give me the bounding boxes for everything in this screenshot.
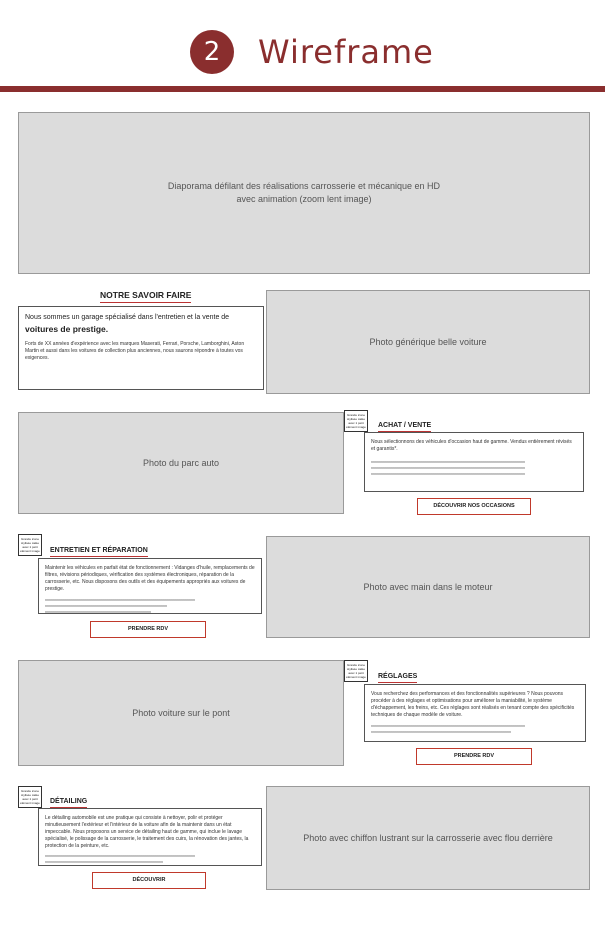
photo-chiffon-placeholder[interactable] <box>266 786 590 890</box>
detailing-placeholder-line: xxxxxxxxxxxxxxxxxxxxxxxxxxxxxxxxxxxxxxxxxxxxxxxxxxxxxxxxxxx <box>45 859 163 864</box>
photo-chiffon-caption: Photo avec chiffon lustrant sur la carrosserie avec flou derrière <box>303 832 553 843</box>
entretien-placeholder-line: xxxxxxxxxxxxxxxxxxxxxxxxxxxxxxxxxxxxxxxxxxxxxxxxxxxxx <box>45 609 151 614</box>
detailing-body: Le détailing automobile est une pratique qui consiste à nettoyer, polir et protéger minutieusement l'extérieur et l'intérieur de la voiture afin de la maintenir dans un état impeccable. Nous proposons un service de détailing haut de gamme, qui inclue le lavage spécialisé, le polissage de la carrosserie, le traitement des cuirs, la rénovation des jantes, la protection de la peinture, etc. <box>45 815 249 849</box>
detailing-icon-placeholder <box>18 786 42 808</box>
savoir-faire-intro-bold: voitures de prestige. <box>25 324 109 334</box>
savoir-faire-intro: Nous sommes un garage spécialisé dans l'entretien et la vente de <box>25 314 230 321</box>
entretien-placeholder-line: xxxxxxxxxxxxxxxxxxxxxxxxxxxxxxxxxxxxxxxxxxxxxxxxxxxxxxxxxxxxx <box>45 603 167 608</box>
achat-placeholder-line: xxxxxxxxxxxxxxxxxxxxxxxxxxxxxxxxxxxxxxxxxxxxxxxxxxxxxxxxxxxxxxxxxxxxxxxxxxxxx <box>371 465 525 470</box>
achat-placeholder-line: xxxxxxxxxxxxxxxxxxxxxxxxxxxxxxxxxxxxxxxxxxxxxxxxxxxxxxxxxxxxxxxxxxxxxxxxxxxxx <box>371 471 525 476</box>
entretien-card <box>38 558 262 614</box>
photo-generic-car-caption: Photo générique belle voiture <box>369 336 487 347</box>
detailing-icon-note: Grande icone stylisée calée avec 1 petit élément image <box>20 789 40 805</box>
reglages-title: RÉGLAGES <box>378 673 417 683</box>
hero-caption: Diaporama défilant des réalisations carrosserie et mécanique en HD avec animation (zoom lent image) <box>167 181 441 204</box>
photo-pont-placeholder[interactable] <box>18 660 344 766</box>
photo-parc-auto-caption: Photo du parc auto <box>142 457 220 468</box>
prendre-rdv-button-reglages[interactable]: PRENDRE RDV <box>416 748 532 765</box>
achat-body: Nous sélectionnons des véhicules d'occasion haut de gamme. Vendus entièrement révisés et garantis*. <box>371 439 572 452</box>
detailing-title: DÉTAILING <box>50 798 87 808</box>
entretien-title: ENTRETIEN ET RÉPARATION <box>50 547 148 557</box>
photo-parc-auto-placeholder[interactable] <box>18 412 344 514</box>
entretien-placeholder-line: xxxxxxxxxxxxxxxxxxxxxxxxxxxxxxxxxxxxxxxxxxxxxxxxxxxxxxxxxxxxxxxxxxxxxxxxxxx <box>45 597 195 602</box>
photo-pont-caption: Photo voiture sur le pont <box>132 707 230 718</box>
step-number-badge: 2 <box>190 30 234 74</box>
decouvrir-occasions-button[interactable]: DÉCOUVRIR NOS OCCASIONS <box>417 498 531 515</box>
entretien-icon-placeholder <box>18 534 42 556</box>
entretien-body: Maintenir les véhicules en parfait état de fonctionnement : Vidanges d'huile, remplacements de filtres, révisions périodiques, vérification des systèmes électroniques, réparation de la carrosserie, etc. Nous disposons des outils et des équipements appropriés aux voitures de prestige. <box>45 565 255 592</box>
reglages-card <box>364 684 586 742</box>
entretien-icon-note: Grande icone stylisée calée avec 1 petit élément image <box>20 537 40 553</box>
detailing-placeholder-line: xxxxxxxxxxxxxxxxxxxxxxxxxxxxxxxxxxxxxxxxxxxxxxxxxxxxxxxxxxxxxxxxxxxxxxxxxxx <box>45 853 195 858</box>
reglages-placeholder-line: xxxxxxxxxxxxxxxxxxxxxxxxxxxxxxxxxxxxxxxxxxxxxxxxxxxxxxxxxxxxxxxxxxxxxx <box>371 729 511 734</box>
reglages-icon-note: Grande icone stylisée calée avec 1 petit élément image <box>346 663 366 679</box>
savoir-faire-title: NOTRE SAVOIR FAIRE <box>100 290 191 303</box>
reglages-body: Vous recherchez des performances et des fonctionnalités supérieures ? Nous pouvons procéder à des réglages et optimisations pour améliorer la maniabilité, le système d'échappement, les freins, etc. Ces réglages sont réalisés en tenant compte des spécificités techniques de chaque modèle de voiture. <box>371 691 575 718</box>
savoir-faire-body: Forts de XX années d'expérience avec les marques Maserati, Ferrari, Porsche, Lamborghini, Aston Martin et aussi dans les voitures de collection plus anciennes, nous saurons répondre à toutes vos exigences. <box>25 341 245 361</box>
prendre-rdv-button-entretien[interactable]: PRENDRE RDV <box>90 621 206 638</box>
reglages-placeholder-line: xxxxxxxxxxxxxxxxxxxxxxxxxxxxxxxxxxxxxxxxxxxxxxxxxxxxxxxxxxxxxxxxxxxxxxxxxxxxx <box>371 723 525 728</box>
wireframe-header <box>0 0 605 90</box>
reglages-icon-placeholder <box>344 660 368 682</box>
achat-icon-placeholder <box>344 410 368 432</box>
hero-slideshow-placeholder[interactable] <box>18 112 590 274</box>
page-title: Wireframe <box>258 33 434 71</box>
detailing-card <box>38 808 262 866</box>
achat-title: ACHAT / VENTE <box>378 422 431 432</box>
savoir-faire-card <box>18 306 264 390</box>
photo-moteur-caption: Photo avec main dans le moteur <box>363 581 493 592</box>
photo-moteur-placeholder[interactable] <box>266 536 590 638</box>
photo-generic-car-placeholder[interactable] <box>266 290 590 394</box>
achat-icon-note: Grande icone stylisée calée avec 1 petit élément image <box>346 413 366 429</box>
achat-card <box>364 432 584 492</box>
decouvrir-button-detailing[interactable]: DÉCOUVRIR <box>92 872 206 889</box>
header-divider <box>0 86 605 92</box>
achat-placeholder-line: xxxxxxxxxxxxxxxxxxxxxxxxxxxxxxxxxxxxxxxxxxxxxxxxxxxxxxxxxxxxxxxxxxxxxxxxxxxxx <box>371 459 525 464</box>
